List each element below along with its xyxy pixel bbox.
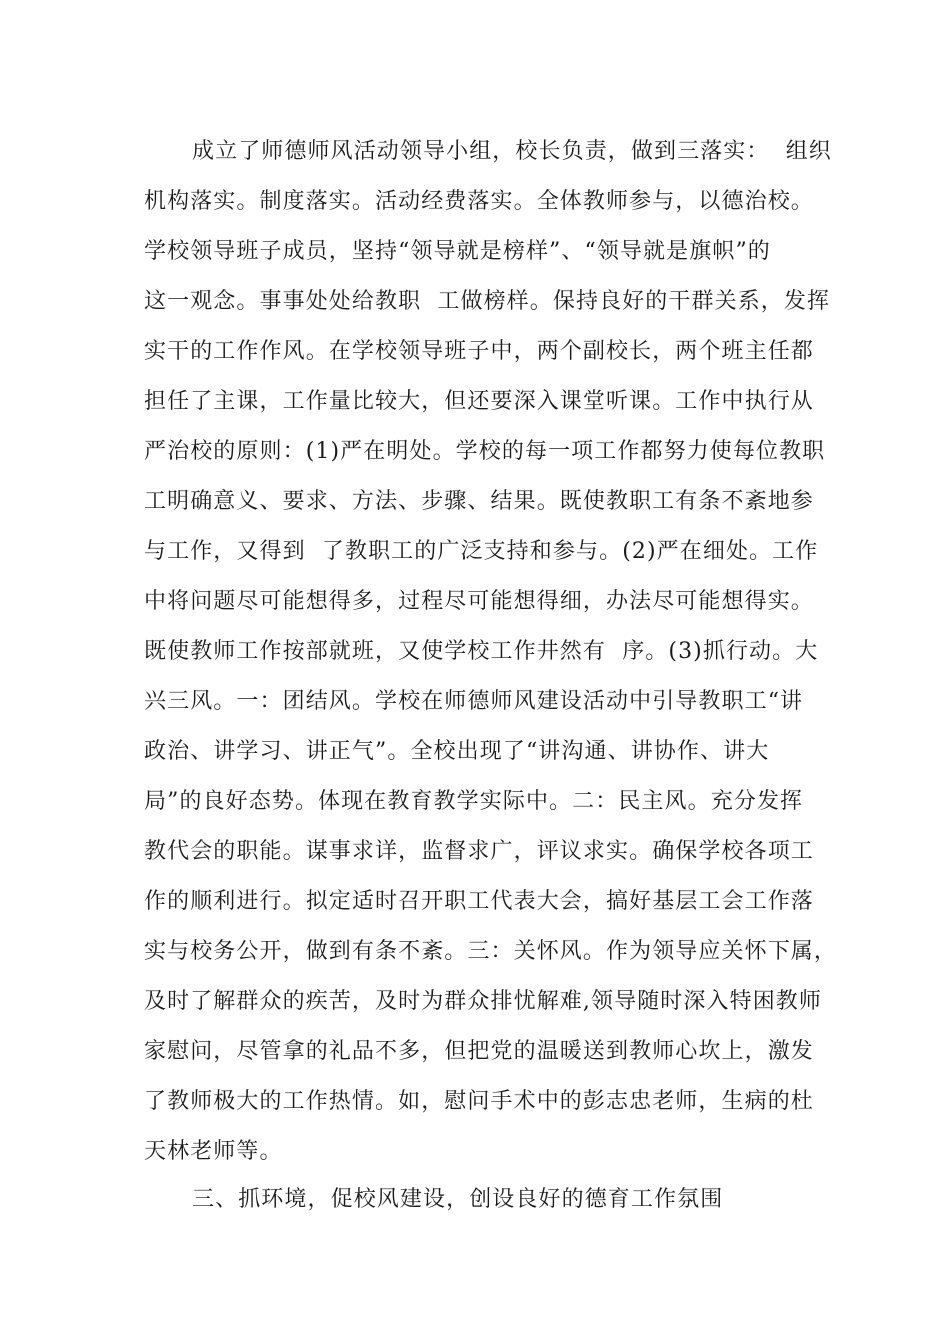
paragraph-line: 工明确意义、要求、方法、步骤、结果。既使教职工有条不紊地参 — [144, 489, 814, 514]
paragraph-line: 成立了师德师风活动领导小组，校长负责，做到三落实： 组织 — [192, 139, 832, 164]
paragraph-line: 严治校的原则：(1)严在明处。学校的每一项工作都努力使每位教职 — [144, 439, 826, 464]
paragraph-line: 作的顺利进行。拟定适时召开职工代表大会，搞好基层工会工作落 — [144, 889, 814, 914]
paragraph-line: 局”的良好态势。体现在教育教学实际中。二：民主风。充分发挥 — [144, 789, 804, 814]
paragraph-line: 中将问题尽可能想得多，过程尽可能想得细，办法尽可能想得实。 — [144, 589, 814, 614]
paragraph-line: 担任了主课，工作量比较大，但还要深入课堂听课。工作中执行从 — [144, 389, 814, 414]
paragraph-line: 学校领导班子成员，坚持“领导就是榜样”、“领导就是旗帜”的 — [144, 239, 771, 264]
paragraph-line: 与工作，又得到 了教职工的广泛支持和参与。(2)严在细处。工作 — [144, 539, 819, 564]
paragraph-line: 教代会的职能。谋事求详，监督求广，评议求实。确保学校各项工 — [144, 839, 814, 864]
paragraph-line: 兴三风。一：团结风。学校在师德师风建设活动中引导教职工“讲 — [144, 689, 804, 714]
paragraph-line: 实与校务公开，做到有条不紊。三：关怀风。作为领导应关怀下属， — [144, 939, 838, 964]
paragraph-line: 既使教师工作按部就班，又使学校工作井然有 序。(3)抓行动。大 — [144, 639, 819, 664]
paragraph-line: 及时了解群众的疾苦，及时为群众排忧解难,领导随时深入特困教师 — [144, 989, 822, 1014]
paragraph-line: 家慰问，尽管拿的礼品不多，但把党的温暖送到教师心坎上，激发 — [144, 1039, 814, 1064]
paragraph-line: 天林老师等。 — [144, 1139, 283, 1164]
section-heading: 三、抓环境，促校风建设，创设良好的德育工作氛围 — [192, 1187, 724, 1212]
paragraph-line: 政治、讲学习、讲正气”。全校出现了“讲沟通、讲协作、讲大 — [144, 739, 770, 764]
paragraph-line: 了教师极大的工作热情。如，慰问手术中的彭志忠老师，生病的杜 — [144, 1089, 814, 1114]
paragraph-line: 机构落实。制度落实。活动经费落实。全体教师参与，以德治校。 — [144, 189, 814, 214]
paragraph-line: 实干的工作作风。在学校领导班子中，两个副校长，两个班主任都 — [144, 339, 814, 364]
paragraph-line: 这一观念。事事处处给教职 工做榜样。保持良好的干群关系，发挥 — [144, 289, 831, 314]
